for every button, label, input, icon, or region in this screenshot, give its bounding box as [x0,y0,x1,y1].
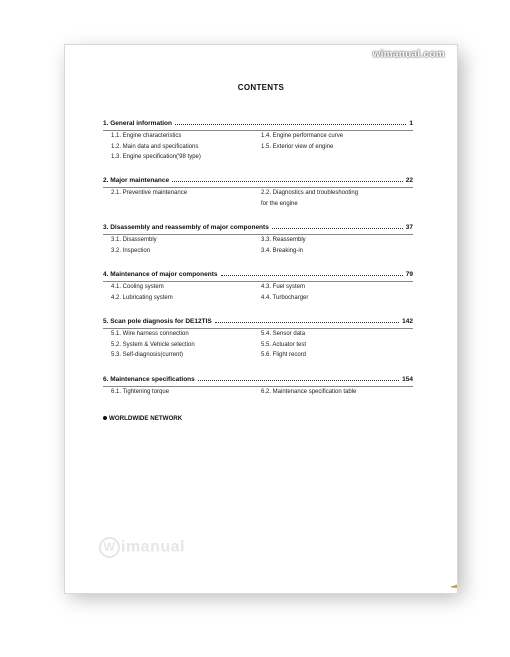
dot-leader [215,322,399,323]
section-divider [103,386,413,387]
bullet-icon [103,416,107,420]
toc-section-label: 4. Maintenance of major components [103,271,218,278]
dot-leader [172,181,403,182]
toc-subitem[interactable]: 1.3. Engine specification('98 type) [111,154,201,160]
toc-subitem[interactable]: 5.5. Actuator test [261,341,307,348]
page-curl-icon [441,539,458,594]
toc-subitem[interactable]: 1.1. Engine characteristics [111,133,182,139]
toc-section-heading[interactable] [103,118,413,127]
watermark-text: wimanual.com [372,49,445,60]
toc-subitem[interactable]: 5.4. Sensor data [261,331,306,337]
toc-subitem[interactable]: 6.1. Tightening torque [111,389,170,395]
toc-subitem[interactable]: 1.2. Main data and specifications [111,143,199,150]
toc-page-number: 79 [405,271,413,278]
toc-subitems [103,237,413,258]
toc-section [103,118,413,165]
toc-page-number: 142 [402,318,413,325]
toc-section-heading[interactable] [103,374,413,383]
toc-section-label: 1. General information [103,120,172,127]
dot-leader [272,228,403,229]
toc-section-label: 3. Disassembly and reassembly of major components [103,224,269,231]
toc-section [103,316,413,363]
toc-subitem[interactable]: 1.5. Exterior view of engine [261,143,334,150]
toc-subitems [103,389,413,400]
toc-page-number: 154 [402,376,413,383]
dot-leader [221,275,403,276]
toc-section [103,222,413,258]
toc-subitem[interactable]: 3.2. Inspection [111,247,151,254]
dot-leader [175,124,406,125]
toc-subitem[interactable]: 3.3. Reassembly [261,237,306,243]
document-page [64,44,458,594]
toc-subitem[interactable]: 4.2. Lubricating system [111,294,173,301]
toc-subitem[interactable]: 6.2. Maintenance specification table [261,389,357,395]
toc-section-label: 2. Major maintenance [103,177,170,184]
toc-subitems [103,133,413,165]
toc-section [103,175,413,211]
section-divider [103,187,413,188]
toc-subitems [103,190,413,211]
toc-subitem[interactable]: 4.4. Turbocharger [261,294,309,301]
toc-section-heading[interactable] [103,222,413,231]
toc-subitem[interactable]: 4.3. Fuel system [261,284,306,290]
page-title: CONTENTS [237,83,285,92]
toc-section-heading[interactable] [103,175,413,184]
section-divider [103,234,413,235]
toc-section-heading[interactable] [103,316,413,325]
dot-leader [198,380,399,381]
toc-section-label: 6. Maintenance specifications [103,376,195,383]
section-divider [103,328,413,329]
section-divider [103,130,413,131]
toc-subitem[interactable]: 3.1. Disassembly [111,237,157,243]
toc-section [103,269,413,305]
toc-page-number: 22 [405,177,413,184]
logo-mark: W [99,537,120,558]
toc-section [103,374,413,400]
toc-subitem[interactable]: 1.4. Engine performance curve [261,133,344,139]
logo-watermark [99,537,185,558]
toc-subitem[interactable]: 5.6. Flight record [261,352,307,358]
toc-subitem[interactable]: 2.2. Diagnostics and troubleshooting [261,190,359,196]
toc-page-number: 37 [405,224,413,231]
toc-subitem[interactable]: 4.1. Cooling system [111,284,164,290]
toc-section-label: 5. Scan pole diagnosis for DE12TIS [103,318,212,325]
toc-subitem[interactable]: 5.3. Self-diagnosis(current) [111,352,184,358]
network-label: WORLDWIDE NETWORK [109,415,183,422]
section-divider [103,281,413,282]
toc-subitem[interactable]: 3.4. Breaking-in [261,247,304,254]
toc-subitems [103,331,413,363]
toc-subitem[interactable]: 5.2. System & Vehicle selection [111,341,195,348]
toc-section-heading[interactable] [103,269,413,278]
toc-subitem[interactable]: for the engine [261,200,298,207]
toc-page-number: 1 [409,120,413,127]
toc-subitem[interactable]: 5.1. Wire harness connection [111,331,189,337]
worldwide-network [103,415,182,422]
toc-subitems [103,284,413,305]
logo-text: imanual [121,538,185,556]
toc-subitem[interactable]: 2.1. Preventive maintenance [111,190,188,196]
